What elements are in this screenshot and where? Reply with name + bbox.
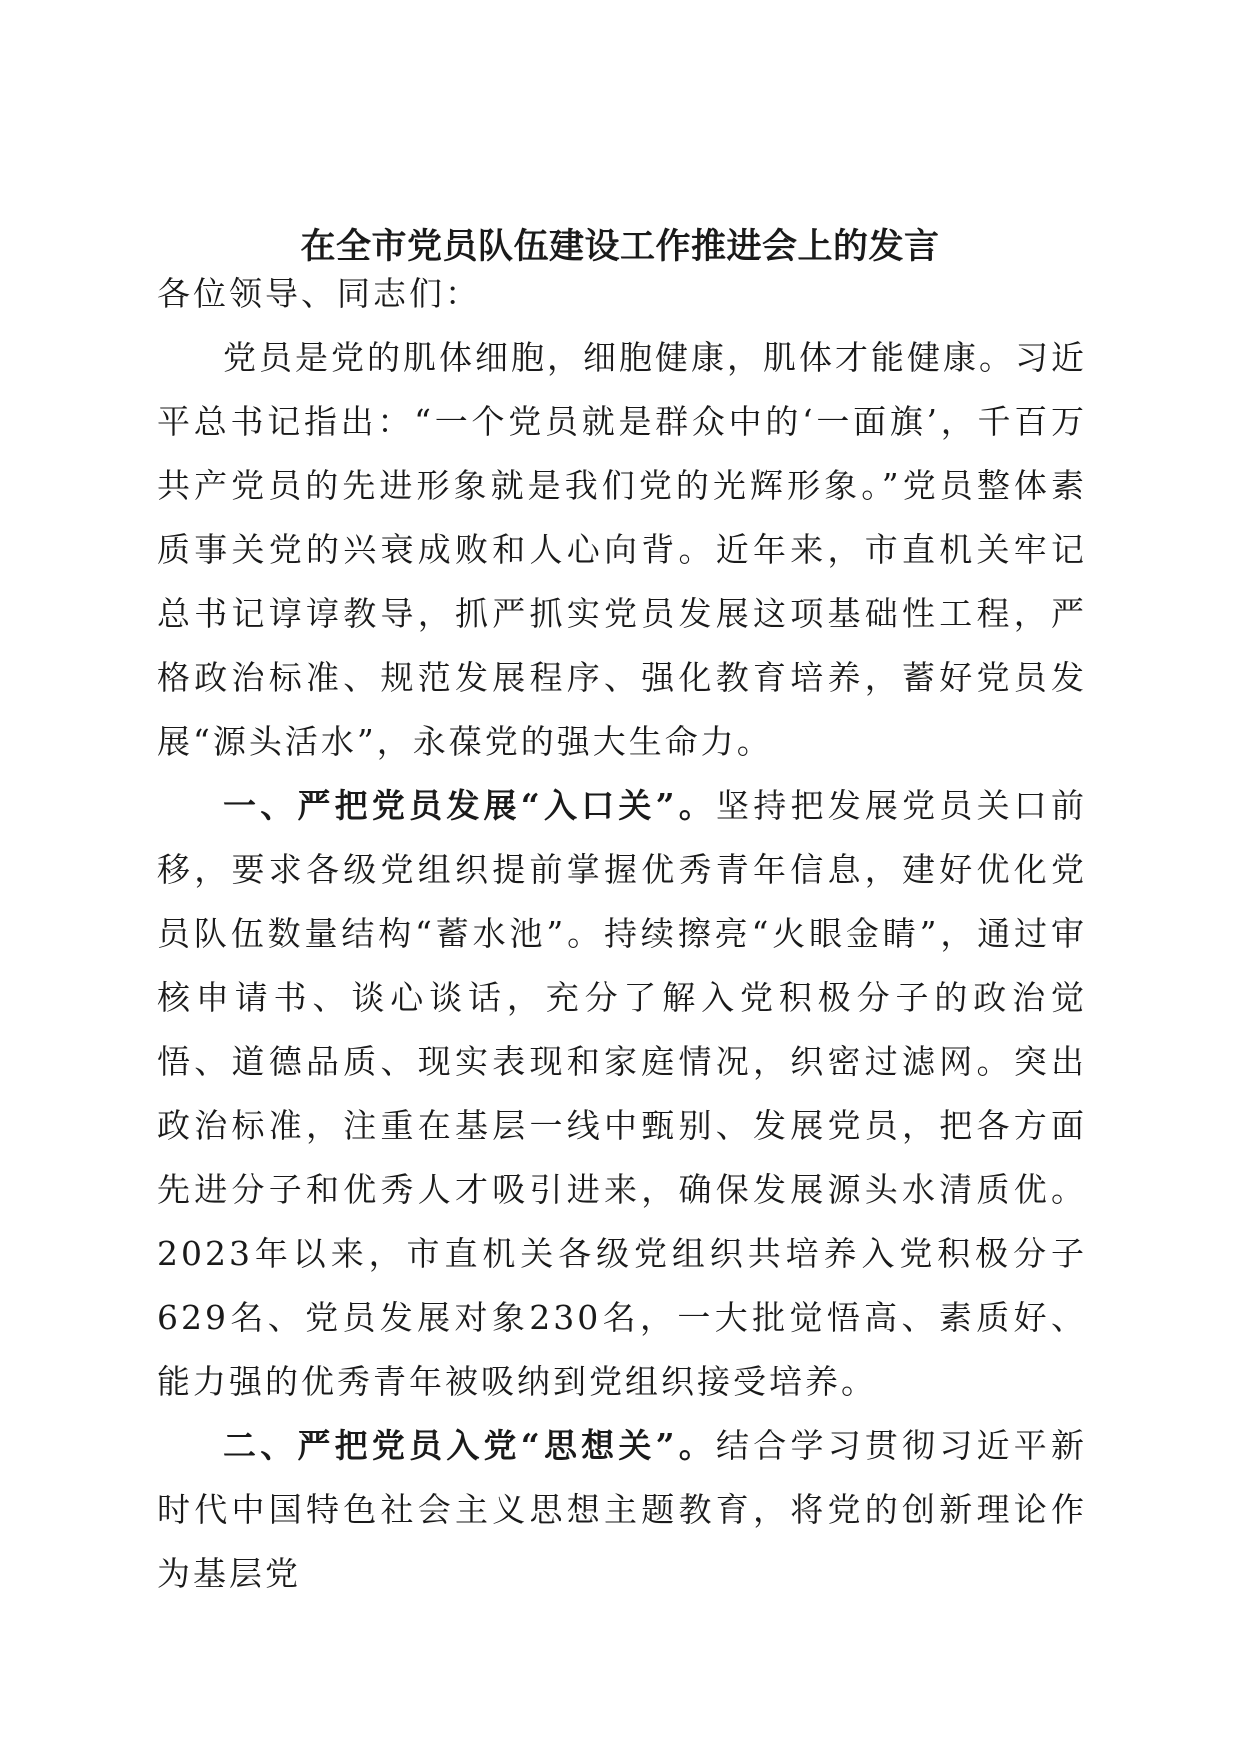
section-1-heading: 一、严把党员发展“入口关”。 bbox=[223, 786, 717, 825]
document-body bbox=[157, 262, 1087, 1606]
section-1-text: 坚持把发展党员关口前移，要求各级党组织提前掌握优秀青年信息，建好优化党员队伍数量结构“蓄水池”。持续擦亮“火眼金睛”，通过审核申请书、谈心谈话，充分了解入党积极分子的政治觉悟、道德品质、现实表现和家庭情况，织密过滤网。突出政治标准，注重在基层一线中甄别、发展党员，把各方面先进分子和优秀人才吸引进来，确保发展源头水清质优。2023年以来，市直机关各级党组织共培养入党积极分子629名、党员发展对象230名，一大批觉悟高、素质好、能力强的优秀青年被吸纳到党组织接受培养。 bbox=[157, 786, 1087, 1401]
document-title: 在全市党员队伍建设工作推进会上的发言 bbox=[300, 226, 940, 267]
section-2-text: 结合学习贯彻习近平新时代中国特色社会主义思想主题教育，将党的创新理论作为基层党 bbox=[157, 1426, 1087, 1593]
section-2-heading: 二、严把党员入党“思想关”。 bbox=[223, 1426, 717, 1465]
section-1-paragraph bbox=[157, 774, 1087, 1414]
section-2-paragraph bbox=[157, 1414, 1087, 1606]
paragraph-intro: 党员是党的肌体细胞，细胞健康，肌体才能健康。习近平总书记指出：“一个党员就是群众中的‘一面旗’，千百万共产党员的先进形象就是我们党的光辉形象。”党员整体素质事关党的兴衰成败和人心向背。近年来，市直机关牢记总书记谆谆教导，抓严抓实党员发展这项基础性工程，严格政治标准、规范发展程序、强化教育培养，蓄好党员发展“源头活水”，永葆党的强大生命力。 bbox=[157, 338, 1087, 761]
salutation: 各位领导、同志们： bbox=[157, 274, 481, 313]
